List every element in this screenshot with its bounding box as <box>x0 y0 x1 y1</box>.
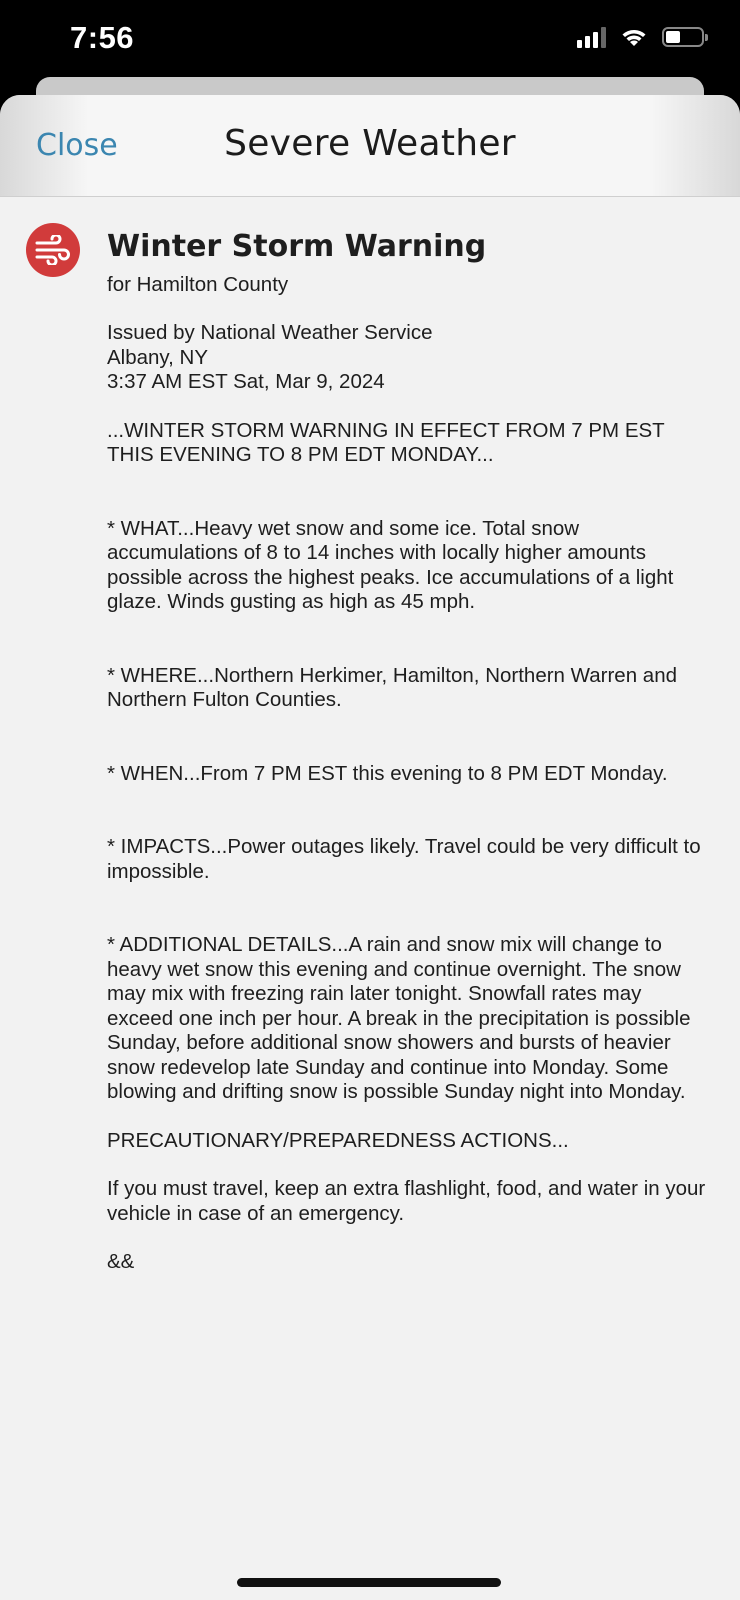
issued-block <box>107 321 707 395</box>
alert-additional-details: * ADDITIONAL DETAILS...A rain and snow mix will change to heavy wet snow this evening and continue overnight. The snow may mix with freezing rain later tonight. Snowfall rates may exceed one inch per hour. A break in the precipitation is possible Sunday, before additional snow showers and bursts of heavier snow redevelop late Sunday and continue into Monday. Some blowing and drifting snow is possible Sunday night into Monday. <box>107 933 691 1103</box>
battery-icon <box>662 27 704 47</box>
precaution-header: PRECAUTIONARY/PREPAREDNESS ACTIONS... <box>107 1128 569 1152</box>
status-icons <box>577 26 704 48</box>
issued-time-line: 3:37 AM EST Sat, Mar 9, 2024 <box>107 370 385 393</box>
wifi-icon <box>620 26 648 48</box>
cellular-signal-icon <box>577 26 606 48</box>
home-indicator[interactable] <box>237 1578 501 1587</box>
severe-weather-sheet <box>0 95 740 1600</box>
alert-what: * WHAT...Heavy wet snow and some ice. Total snow accumulations of 8 to 14 inches with locally higher amounts possible across the highest peaks. Ice accumulations of a light glaze. Winds gusting as high as 45 mph. <box>107 516 674 613</box>
sheet-header <box>0 95 740 197</box>
status-time: 7:56 <box>70 20 135 55</box>
alert-when: * WHEN...From 7 PM EST this evening to 8 PM EDT Monday. <box>107 761 668 785</box>
issued-by-line: Issued by National Weather Service <box>107 321 433 344</box>
alert-terminator: && <box>107 1250 135 1273</box>
page-title: Severe Weather <box>224 123 516 164</box>
alert-title: Winter Storm Warning <box>107 229 487 264</box>
alert-subtitle: for Hamilton County <box>107 273 289 296</box>
alert-headline: ...WINTER STORM WARNING IN EFFECT FROM 7 PM EST THIS EVENING TO 8 PM EDT MONDAY... <box>107 418 665 466</box>
alert-content <box>107 230 707 1275</box>
alert-impacts: * IMPACTS...Power outages likely. Travel could be very difficult to impossible. <box>107 835 701 883</box>
issued-office-line: Albany, NY <box>107 345 209 369</box>
wind-icon <box>26 223 80 277</box>
alert-where: * WHERE...Northern Herkimer, Hamilton, Northern Warren and Northern Fulton Counties. <box>107 663 677 711</box>
precaution-text: If you must travel, keep an extra flashlight, food, and water in your vehicle in case of an emergency. <box>107 1177 706 1225</box>
close-button[interactable]: Close <box>36 128 118 163</box>
status-bar <box>0 0 740 80</box>
